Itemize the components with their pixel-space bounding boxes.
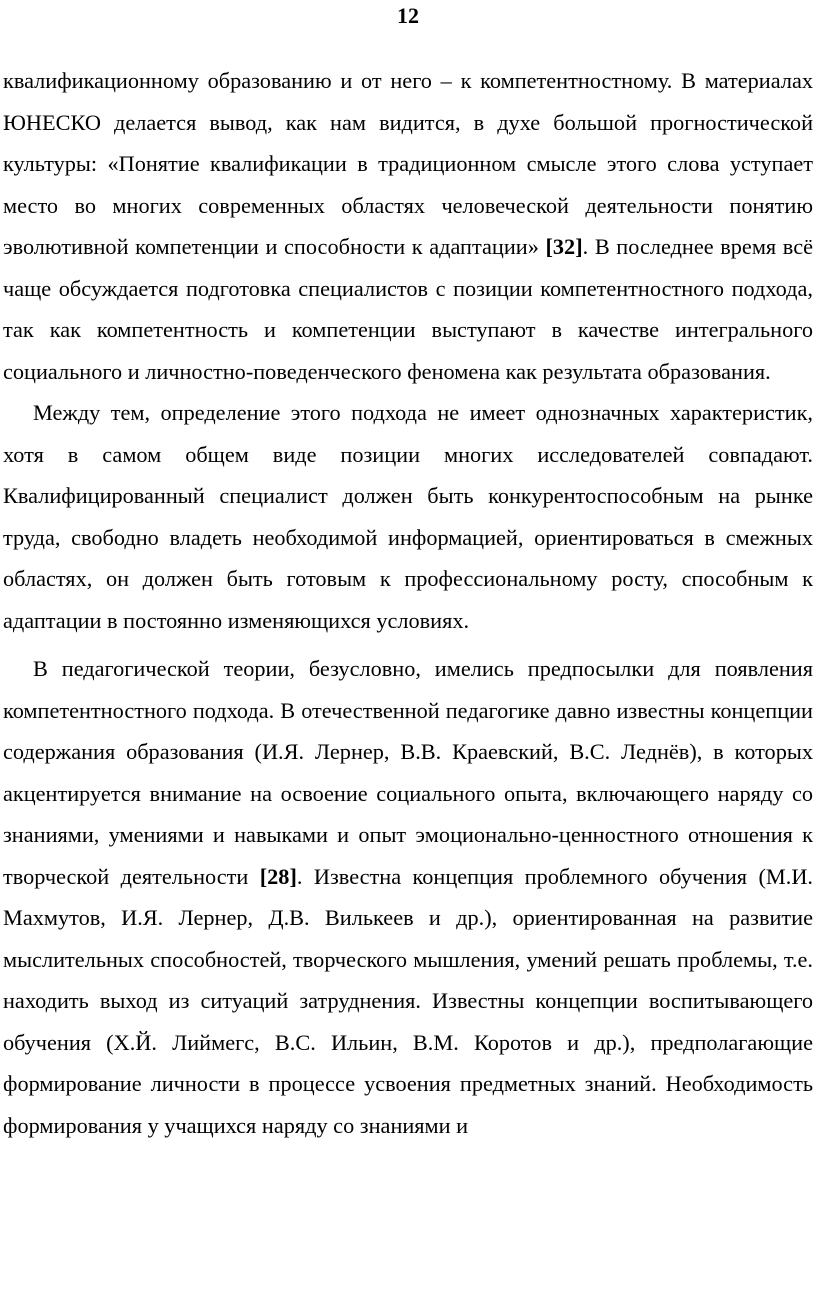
paragraph-text: . Известна концепция проблемного обучения (М.И. Махмутов, И.Я. Лернер, Д.В. Вилькеев и др.), ориентированная на развитие мыслительных способностей, творческого мышления, умений решать проблемы, т.е. находить выход из ситуаций затруднения. Известны концепции воспитывающего обучения (Х.Й. Лиймегс, В.С. Ильин, В.М. Коротов и др.), предполагающие формирование личности в процессе усвоения предметных знаний. Необходимость формирования у учащихся наряду со знаниями и	[3, 863, 813, 1138]
citation-ref: [32]	[545, 234, 583, 259]
paragraph-text: . В последнее время всё чаще обсуждается подготовка специалистов с позиции компетентностного подхода, так как компетентность и компетенции выступают в качестве интегрального социального и личностно-поведенческого феномена как результата образования.	[3, 234, 813, 384]
page-number: 12	[397, 3, 419, 28]
paragraph-3	[3, 648, 813, 1146]
paragraph-1	[3, 60, 813, 392]
paragraph-text: Между тем, определение этого подхода не имеет однозначных характеристик, хотя в самом общем виде позиции многих исследователей совпадают. Квалифицированный специалист должен быть конкурентоспособным на рынке труда, свободно владеть необходимой информацией, ориентироваться в смежных областях, он должен быть готовым к профессиональному росту, способным к адаптации в постоянно изменяющихся условиях.	[3, 400, 813, 633]
document-body	[3, 60, 813, 1146]
paragraph-text: квалификационному образованию и от него – к компетентностному. В материалах ЮНЕСКО делается вывод, как нам видится, в духе большой прогностической культуры: «Понятие квалификации в традиционном смысле этого слова уступает место во многих современных областях человеческой деятельности понятию эволютивной компетенции и способности к адаптации»	[3, 68, 813, 259]
citation-ref: [28]	[259, 863, 297, 889]
paragraph-text: В педагогической теории, безусловно, имелись предпосылки для появления компетентностного подхода. В отечественной педагогике давно известны концепции содержания образования (И.Я. Лернер, В.В. Краевский, В.С. Леднёв), в которых акцентируется внимание на освоение социального опыта, включающего наряду со знаниями, умениями и навыками и опыт эмоционально-ценностного отношения к творческой деятельности	[3, 656, 813, 889]
paragraph-2	[3, 392, 813, 641]
